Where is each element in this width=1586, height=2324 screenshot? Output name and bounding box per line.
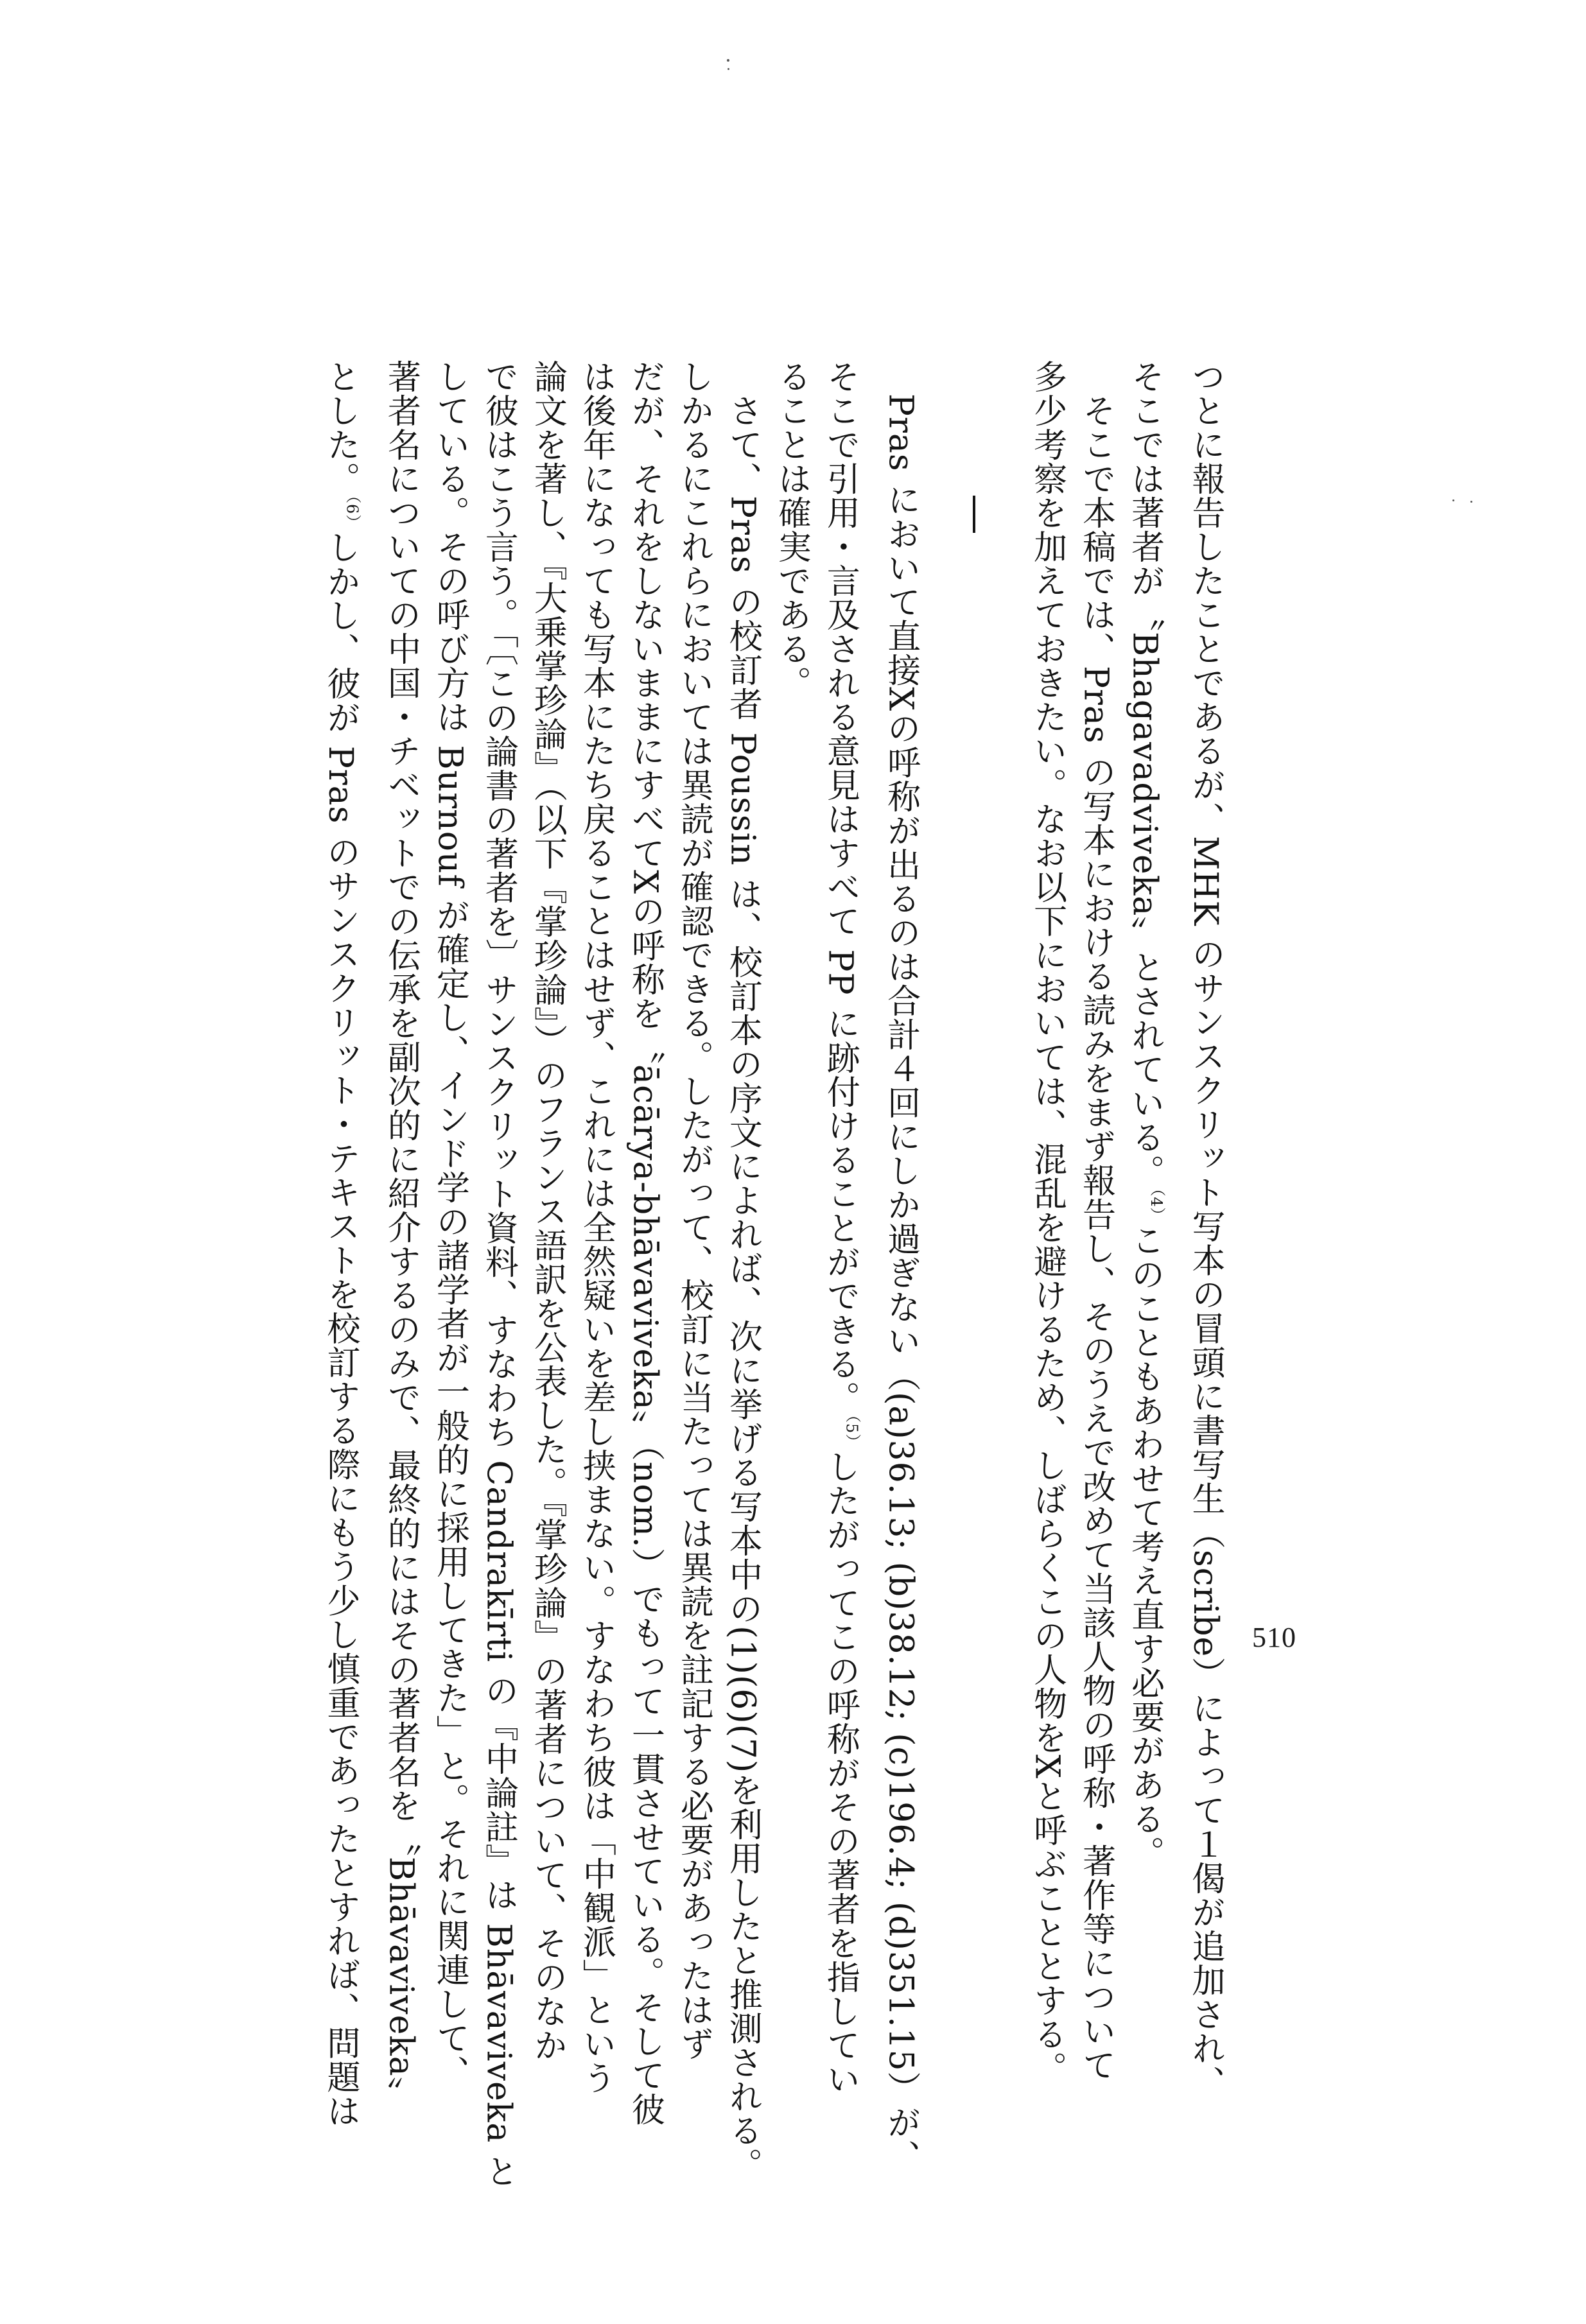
text-line-3: そこで本稿では、Pras の写本における読みをまず報告し、そのうえで改めて当該人物の呼称・著作等について <box>1076 360 1115 2083</box>
text-line-14: している。その呼び方は Burnouf が確定し、インド学の諸学者が一般的に採用してきた」と。それに関連して、 <box>430 360 469 2090</box>
scan-speck <box>1452 499 1454 501</box>
text-line-11: は後年になっても写本にたち戻ることはせず、これには全然疑いを差し挟まない。すなわち彼は「中観派」という <box>577 360 616 2095</box>
text-line-12: 論文を著し、『大乗掌珍論』（以下『掌珍論』）のフランス語訳を公表した。『掌珍論』の著者について、そのなか <box>528 360 567 2062</box>
page-number: 510 <box>1252 1622 1296 1653</box>
text-line-6-cont: したがってこの呼称がその著者を指してい <box>821 1450 860 2097</box>
text-line-2-main: そこでは著者が〝Bhagavadviveka〟とされている。 <box>1125 360 1164 1189</box>
text-line-10: だが、それをしないままにすべてXの呼称を〝ācārya-bhāvaviveka〟（nom.）でもって一貫させている。そして彼 <box>625 360 665 2127</box>
text-line-8: さて、Pras の校訂者 Poussin は、校訂本の序文によれば、次に挙げる写本中の(1)(6)(7)を利用したと推測される。 <box>723 360 762 2182</box>
text-line-16-main: とした。 <box>321 360 360 496</box>
text-line-1: つとに報告したことであるが、MHK のサンスクリット写本の冒頭に書写生（scribe）によって１偈が追加され、 <box>1186 360 1224 2100</box>
vertical-text-body <box>316 360 1230 2189</box>
text-line-16-cont: しかし、彼が Pras のサンスクリット・テキストを校訂する際にもう少し慎重であったとすれば、問題は <box>321 530 360 2128</box>
text-line-5: Pras において直接Xの呼称が出るのは合計４回にしか過ぎない（(a)36.13; (b)38.12; (c)196.4; (d)351.15）が、 <box>881 360 920 2174</box>
text-line-9: しかるにこれらにおいては異読が確認できる。したがって、校訂に当たっては異読を註記する必要があったはず <box>674 360 713 2061</box>
text-line-16 <box>316 360 376 2128</box>
text-line-15: 著者名についての中国・チベットでの伝承を副次的に紹介するのみで、最終的にはその著者名を〝Bhāvaviveka〟 <box>381 360 421 2111</box>
text-line-4: 多少考察を加えておきたい。なお以下においては、混乱を避けるため、しばらくこの人物をXと呼ぶこととする。 <box>1027 360 1067 2086</box>
section-break <box>925 360 1023 1894</box>
footnote-ref-4[interactable]: （4） <box>1147 1188 1165 1224</box>
footnote-ref-5[interactable]: （5） <box>842 1415 861 1450</box>
text-line-7: ることは確実である。 <box>772 360 811 700</box>
scan-speck <box>727 59 729 62</box>
footnote-ref-6[interactable]: （6） <box>343 496 362 531</box>
text-line-6-main: そこで引用・言及される意見はすべて PP に跡付けることができる。 <box>821 360 860 1416</box>
text-line-13: で彼はこう言う。「〔この論書の著者を〕サンスクリット資料、すなわち Candrakīrti の『中論註』は Bhāvaviveka と <box>479 360 518 2189</box>
text-line-2-cont: このこともあわせて考え直す必要がある。 <box>1125 1223 1164 1870</box>
text-line-6 <box>815 360 876 2097</box>
scan-speck <box>728 68 729 70</box>
scan-speck <box>1470 501 1472 503</box>
text-line-2 <box>1120 360 1181 1894</box>
section-heading-mark <box>973 496 975 533</box>
